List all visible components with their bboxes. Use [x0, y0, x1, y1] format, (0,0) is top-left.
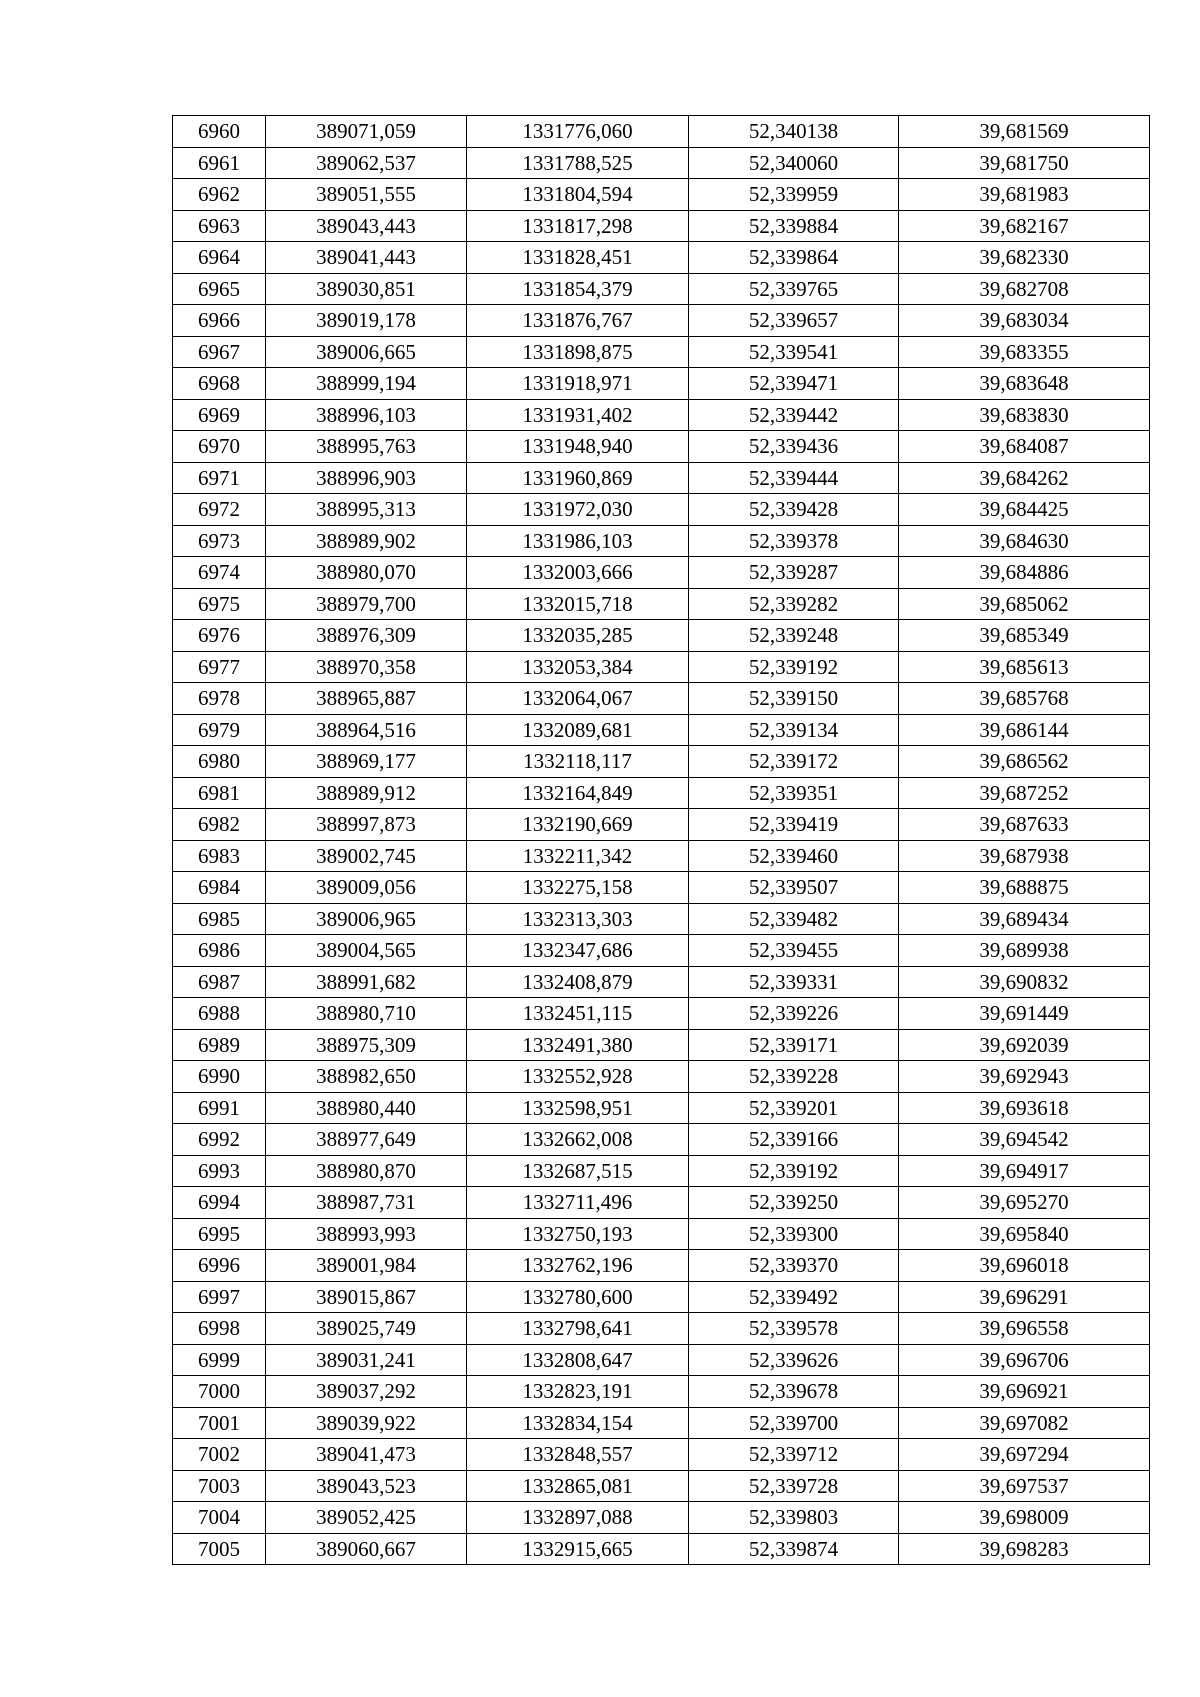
- longitude-cell: 39,683830: [899, 399, 1150, 431]
- x-coordinate-cell: 389002,745: [266, 840, 467, 872]
- y-coordinate-cell: 1331788,525: [467, 147, 689, 179]
- longitude-cell: 39,684425: [899, 494, 1150, 526]
- y-coordinate-cell: 1332164,849: [467, 777, 689, 809]
- point-number-cell: 6967: [173, 336, 266, 368]
- longitude-cell: 39,687252: [899, 777, 1150, 809]
- latitude-cell: 52,339436: [689, 431, 899, 463]
- x-coordinate-cell: 389030,851: [266, 273, 467, 305]
- longitude-cell: 39,698009: [899, 1502, 1150, 1534]
- longitude-cell: 39,684087: [899, 431, 1150, 463]
- latitude-cell: 52,339700: [689, 1407, 899, 1439]
- latitude-cell: 52,339228: [689, 1061, 899, 1093]
- latitude-cell: 52,339134: [689, 714, 899, 746]
- latitude-cell: 52,339282: [689, 588, 899, 620]
- longitude-cell: 39,694917: [899, 1155, 1150, 1187]
- latitude-cell: 52,339959: [689, 179, 899, 211]
- x-coordinate-cell: 388965,887: [266, 683, 467, 715]
- point-number-cell: 6987: [173, 966, 266, 998]
- table-row: [173, 462, 1150, 494]
- latitude-cell: 52,339172: [689, 746, 899, 778]
- latitude-cell: 52,339201: [689, 1092, 899, 1124]
- point-number-cell: 6983: [173, 840, 266, 872]
- x-coordinate-cell: 388969,177: [266, 746, 467, 778]
- latitude-cell: 52,339192: [689, 1155, 899, 1187]
- point-number-cell: 6993: [173, 1155, 266, 1187]
- longitude-cell: 39,687938: [899, 840, 1150, 872]
- longitude-cell: 39,684630: [899, 525, 1150, 557]
- latitude-cell: 52,339471: [689, 368, 899, 400]
- point-number-cell: 6981: [173, 777, 266, 809]
- y-coordinate-cell: 1332798,641: [467, 1313, 689, 1345]
- point-number-cell: 6986: [173, 935, 266, 967]
- point-number-cell: 6985: [173, 903, 266, 935]
- point-number-cell: 6984: [173, 872, 266, 904]
- point-number-cell: 6965: [173, 273, 266, 305]
- latitude-cell: 52,339351: [689, 777, 899, 809]
- coordinates-table-body: [173, 116, 1150, 1565]
- longitude-cell: 39,682708: [899, 273, 1150, 305]
- y-coordinate-cell: 1331804,594: [467, 179, 689, 211]
- table-row: [173, 242, 1150, 274]
- latitude-cell: 52,339248: [689, 620, 899, 652]
- y-coordinate-cell: 1332275,158: [467, 872, 689, 904]
- latitude-cell: 52,339492: [689, 1281, 899, 1313]
- point-number-cell: 6962: [173, 179, 266, 211]
- point-number-cell: 7004: [173, 1502, 266, 1534]
- y-coordinate-cell: 1332848,557: [467, 1439, 689, 1471]
- table-row: [173, 746, 1150, 778]
- point-number-cell: 6969: [173, 399, 266, 431]
- y-coordinate-cell: 1332408,879: [467, 966, 689, 998]
- longitude-cell: 39,697537: [899, 1470, 1150, 1502]
- y-coordinate-cell: 1332834,154: [467, 1407, 689, 1439]
- point-number-cell: 6999: [173, 1344, 266, 1376]
- table-row: [173, 116, 1150, 148]
- latitude-cell: 52,339626: [689, 1344, 899, 1376]
- table-row: [173, 1218, 1150, 1250]
- x-coordinate-cell: 388975,309: [266, 1029, 467, 1061]
- x-coordinate-cell: 389009,056: [266, 872, 467, 904]
- table-row: [173, 557, 1150, 589]
- longitude-cell: 39,693618: [899, 1092, 1150, 1124]
- y-coordinate-cell: 1332780,600: [467, 1281, 689, 1313]
- y-coordinate-cell: 1331828,451: [467, 242, 689, 274]
- latitude-cell: 52,339444: [689, 462, 899, 494]
- x-coordinate-cell: 388980,710: [266, 998, 467, 1030]
- longitude-cell: 39,698283: [899, 1533, 1150, 1565]
- longitude-cell: 39,689938: [899, 935, 1150, 967]
- y-coordinate-cell: 1331817,298: [467, 210, 689, 242]
- longitude-cell: 39,687633: [899, 809, 1150, 841]
- latitude-cell: 52,339712: [689, 1439, 899, 1471]
- latitude-cell: 52,339578: [689, 1313, 899, 1345]
- x-coordinate-cell: 388995,763: [266, 431, 467, 463]
- y-coordinate-cell: 1331960,869: [467, 462, 689, 494]
- table-row: [173, 368, 1150, 400]
- y-coordinate-cell: 1332762,196: [467, 1250, 689, 1282]
- longitude-cell: 39,692039: [899, 1029, 1150, 1061]
- point-number-cell: 6971: [173, 462, 266, 494]
- latitude-cell: 52,339657: [689, 305, 899, 337]
- point-number-cell: 6991: [173, 1092, 266, 1124]
- longitude-cell: 39,684262: [899, 462, 1150, 494]
- y-coordinate-cell: 1332089,681: [467, 714, 689, 746]
- y-coordinate-cell: 1332003,666: [467, 557, 689, 589]
- point-number-cell: 7002: [173, 1439, 266, 1471]
- longitude-cell: 39,690832: [899, 966, 1150, 998]
- y-coordinate-cell: 1331776,060: [467, 116, 689, 148]
- table-row: [173, 179, 1150, 211]
- latitude-cell: 52,339171: [689, 1029, 899, 1061]
- table-row: [173, 651, 1150, 683]
- x-coordinate-cell: 388987,731: [266, 1187, 467, 1219]
- longitude-cell: 39,685768: [899, 683, 1150, 715]
- latitude-cell: 52,339150: [689, 683, 899, 715]
- table-row: [173, 1439, 1150, 1471]
- y-coordinate-cell: 1332897,088: [467, 1502, 689, 1534]
- point-number-cell: 6995: [173, 1218, 266, 1250]
- longitude-cell: 39,681983: [899, 179, 1150, 211]
- longitude-cell: 39,696018: [899, 1250, 1150, 1282]
- y-coordinate-cell: 1332053,384: [467, 651, 689, 683]
- table-row: [173, 903, 1150, 935]
- latitude-cell: 52,339331: [689, 966, 899, 998]
- longitude-cell: 39,695270: [899, 1187, 1150, 1219]
- table-row: [173, 1250, 1150, 1282]
- y-coordinate-cell: 1331876,767: [467, 305, 689, 337]
- table-row: [173, 1376, 1150, 1408]
- point-number-cell: 6978: [173, 683, 266, 715]
- y-coordinate-cell: 1332687,515: [467, 1155, 689, 1187]
- point-number-cell: 6976: [173, 620, 266, 652]
- y-coordinate-cell: 1331854,379: [467, 273, 689, 305]
- coordinates-table: [172, 115, 1150, 1565]
- x-coordinate-cell: 388970,358: [266, 651, 467, 683]
- y-coordinate-cell: 1332552,928: [467, 1061, 689, 1093]
- x-coordinate-cell: 389006,665: [266, 336, 467, 368]
- longitude-cell: 39,695840: [899, 1218, 1150, 1250]
- table-row: [173, 1502, 1150, 1534]
- table-row: [173, 273, 1150, 305]
- point-number-cell: 6974: [173, 557, 266, 589]
- table-row: [173, 966, 1150, 998]
- point-number-cell: 6966: [173, 305, 266, 337]
- y-coordinate-cell: 1332211,342: [467, 840, 689, 872]
- latitude-cell: 52,339864: [689, 242, 899, 274]
- point-number-cell: 6980: [173, 746, 266, 778]
- x-coordinate-cell: 389062,537: [266, 147, 467, 179]
- point-number-cell: 6992: [173, 1124, 266, 1156]
- longitude-cell: 39,681750: [899, 147, 1150, 179]
- point-number-cell: 6998: [173, 1313, 266, 1345]
- longitude-cell: 39,692943: [899, 1061, 1150, 1093]
- point-number-cell: 6997: [173, 1281, 266, 1313]
- x-coordinate-cell: 388989,902: [266, 525, 467, 557]
- y-coordinate-cell: 1331972,030: [467, 494, 689, 526]
- x-coordinate-cell: 388979,700: [266, 588, 467, 620]
- y-coordinate-cell: 1332313,303: [467, 903, 689, 935]
- table-row: [173, 1061, 1150, 1093]
- longitude-cell: 39,686144: [899, 714, 1150, 746]
- point-number-cell: 6994: [173, 1187, 266, 1219]
- table-row: [173, 1533, 1150, 1565]
- longitude-cell: 39,685349: [899, 620, 1150, 652]
- y-coordinate-cell: 1331918,971: [467, 368, 689, 400]
- x-coordinate-cell: 388976,309: [266, 620, 467, 652]
- y-coordinate-cell: 1331931,402: [467, 399, 689, 431]
- latitude-cell: 52,339378: [689, 525, 899, 557]
- y-coordinate-cell: 1332347,686: [467, 935, 689, 967]
- longitude-cell: 39,685613: [899, 651, 1150, 683]
- latitude-cell: 52,339419: [689, 809, 899, 841]
- latitude-cell: 52,339482: [689, 903, 899, 935]
- longitude-cell: 39,682167: [899, 210, 1150, 242]
- point-number-cell: 6964: [173, 242, 266, 274]
- x-coordinate-cell: 389043,523: [266, 1470, 467, 1502]
- table-row: [173, 1344, 1150, 1376]
- table-row: [173, 1155, 1150, 1187]
- point-number-cell: 7001: [173, 1407, 266, 1439]
- point-number-cell: 6963: [173, 210, 266, 242]
- y-coordinate-cell: 1331898,875: [467, 336, 689, 368]
- point-number-cell: 6982: [173, 809, 266, 841]
- point-number-cell: 6988: [173, 998, 266, 1030]
- table-row: [173, 1313, 1150, 1345]
- x-coordinate-cell: 388980,070: [266, 557, 467, 589]
- table-row: [173, 210, 1150, 242]
- y-coordinate-cell: 1332711,496: [467, 1187, 689, 1219]
- x-coordinate-cell: 389060,667: [266, 1533, 467, 1565]
- longitude-cell: 39,694542: [899, 1124, 1150, 1156]
- latitude-cell: 52,339287: [689, 557, 899, 589]
- table-row: [173, 683, 1150, 715]
- y-coordinate-cell: 1331986,103: [467, 525, 689, 557]
- latitude-cell: 52,339442: [689, 399, 899, 431]
- longitude-cell: 39,697082: [899, 1407, 1150, 1439]
- x-coordinate-cell: 388964,516: [266, 714, 467, 746]
- y-coordinate-cell: 1332865,081: [467, 1470, 689, 1502]
- x-coordinate-cell: 389043,443: [266, 210, 467, 242]
- table-row: [173, 305, 1150, 337]
- x-coordinate-cell: 389037,292: [266, 1376, 467, 1408]
- table-row: [173, 399, 1150, 431]
- table-row: [173, 872, 1150, 904]
- x-coordinate-cell: 389051,555: [266, 179, 467, 211]
- x-coordinate-cell: 389041,443: [266, 242, 467, 274]
- x-coordinate-cell: 389041,473: [266, 1439, 467, 1471]
- x-coordinate-cell: 388991,682: [266, 966, 467, 998]
- y-coordinate-cell: 1332598,951: [467, 1092, 689, 1124]
- latitude-cell: 52,339226: [689, 998, 899, 1030]
- x-coordinate-cell: 389015,867: [266, 1281, 467, 1313]
- x-coordinate-cell: 389004,565: [266, 935, 467, 967]
- latitude-cell: 52,339455: [689, 935, 899, 967]
- longitude-cell: 39,696921: [899, 1376, 1150, 1408]
- point-number-cell: 6972: [173, 494, 266, 526]
- x-coordinate-cell: 388980,870: [266, 1155, 467, 1187]
- longitude-cell: 39,696291: [899, 1281, 1150, 1313]
- table-row: [173, 1124, 1150, 1156]
- x-coordinate-cell: 388980,440: [266, 1092, 467, 1124]
- longitude-cell: 39,683034: [899, 305, 1150, 337]
- point-number-cell: 7003: [173, 1470, 266, 1502]
- x-coordinate-cell: 388996,103: [266, 399, 467, 431]
- table-row: [173, 1187, 1150, 1219]
- point-number-cell: 6989: [173, 1029, 266, 1061]
- latitude-cell: 52,339541: [689, 336, 899, 368]
- y-coordinate-cell: 1332808,647: [467, 1344, 689, 1376]
- y-coordinate-cell: 1332451,115: [467, 998, 689, 1030]
- latitude-cell: 52,339250: [689, 1187, 899, 1219]
- table-row: [173, 1470, 1150, 1502]
- longitude-cell: 39,688875: [899, 872, 1150, 904]
- x-coordinate-cell: 389052,425: [266, 1502, 467, 1534]
- table-row: [173, 935, 1150, 967]
- x-coordinate-cell: 388982,650: [266, 1061, 467, 1093]
- table-row: [173, 494, 1150, 526]
- point-number-cell: 6960: [173, 116, 266, 148]
- table-row: [173, 714, 1150, 746]
- x-coordinate-cell: 389019,178: [266, 305, 467, 337]
- longitude-cell: 39,681569: [899, 116, 1150, 148]
- x-coordinate-cell: 388989,912: [266, 777, 467, 809]
- table-row: [173, 588, 1150, 620]
- table-row: [173, 777, 1150, 809]
- longitude-cell: 39,697294: [899, 1439, 1150, 1471]
- y-coordinate-cell: 1332015,718: [467, 588, 689, 620]
- x-coordinate-cell: 389071,059: [266, 116, 467, 148]
- x-coordinate-cell: 388995,313: [266, 494, 467, 526]
- latitude-cell: 52,339460: [689, 840, 899, 872]
- point-number-cell: 6961: [173, 147, 266, 179]
- table-row: [173, 620, 1150, 652]
- y-coordinate-cell: 1332823,191: [467, 1376, 689, 1408]
- x-coordinate-cell: 388977,649: [266, 1124, 467, 1156]
- latitude-cell: 52,340138: [689, 116, 899, 148]
- x-coordinate-cell: 389025,749: [266, 1313, 467, 1345]
- latitude-cell: 52,339300: [689, 1218, 899, 1250]
- latitude-cell: 52,339166: [689, 1124, 899, 1156]
- longitude-cell: 39,686562: [899, 746, 1150, 778]
- longitude-cell: 39,696706: [899, 1344, 1150, 1376]
- y-coordinate-cell: 1332491,380: [467, 1029, 689, 1061]
- latitude-cell: 52,339803: [689, 1502, 899, 1534]
- latitude-cell: 52,339678: [689, 1376, 899, 1408]
- longitude-cell: 39,685062: [899, 588, 1150, 620]
- table-row: [173, 1029, 1150, 1061]
- table-row: [173, 809, 1150, 841]
- point-number-cell: 6968: [173, 368, 266, 400]
- longitude-cell: 39,682330: [899, 242, 1150, 274]
- point-number-cell: 6996: [173, 1250, 266, 1282]
- longitude-cell: 39,683355: [899, 336, 1150, 368]
- point-number-cell: 6970: [173, 431, 266, 463]
- x-coordinate-cell: 389001,984: [266, 1250, 467, 1282]
- x-coordinate-cell: 388996,903: [266, 462, 467, 494]
- y-coordinate-cell: 1332662,008: [467, 1124, 689, 1156]
- y-coordinate-cell: 1332064,067: [467, 683, 689, 715]
- point-number-cell: 7000: [173, 1376, 266, 1408]
- longitude-cell: 39,689434: [899, 903, 1150, 935]
- point-number-cell: 6990: [173, 1061, 266, 1093]
- point-number-cell: 6979: [173, 714, 266, 746]
- table-row: [173, 1407, 1150, 1439]
- latitude-cell: 52,339765: [689, 273, 899, 305]
- y-coordinate-cell: 1332035,285: [467, 620, 689, 652]
- x-coordinate-cell: 388993,993: [266, 1218, 467, 1250]
- table-row: [173, 840, 1150, 872]
- latitude-cell: 52,339192: [689, 651, 899, 683]
- table-row: [173, 525, 1150, 557]
- x-coordinate-cell: 389039,922: [266, 1407, 467, 1439]
- latitude-cell: 52,339874: [689, 1533, 899, 1565]
- latitude-cell: 52,339728: [689, 1470, 899, 1502]
- point-number-cell: 7005: [173, 1533, 266, 1565]
- latitude-cell: 52,339428: [689, 494, 899, 526]
- table-row: [173, 147, 1150, 179]
- longitude-cell: 39,683648: [899, 368, 1150, 400]
- x-coordinate-cell: 388997,873: [266, 809, 467, 841]
- y-coordinate-cell: 1332915,665: [467, 1533, 689, 1565]
- table-row: [173, 431, 1150, 463]
- table-row: [173, 1092, 1150, 1124]
- point-number-cell: 6977: [173, 651, 266, 683]
- latitude-cell: 52,339507: [689, 872, 899, 904]
- table-row: [173, 336, 1150, 368]
- longitude-cell: 39,684886: [899, 557, 1150, 589]
- latitude-cell: 52,339884: [689, 210, 899, 242]
- longitude-cell: 39,696558: [899, 1313, 1150, 1345]
- table-row: [173, 998, 1150, 1030]
- table-row: [173, 1281, 1150, 1313]
- point-number-cell: 6973: [173, 525, 266, 557]
- y-coordinate-cell: 1332118,117: [467, 746, 689, 778]
- y-coordinate-cell: 1331948,940: [467, 431, 689, 463]
- x-coordinate-cell: 389006,965: [266, 903, 467, 935]
- y-coordinate-cell: 1332190,669: [467, 809, 689, 841]
- y-coordinate-cell: 1332750,193: [467, 1218, 689, 1250]
- latitude-cell: 52,339370: [689, 1250, 899, 1282]
- latitude-cell: 52,340060: [689, 147, 899, 179]
- x-coordinate-cell: 388999,194: [266, 368, 467, 400]
- x-coordinate-cell: 389031,241: [266, 1344, 467, 1376]
- longitude-cell: 39,691449: [899, 998, 1150, 1030]
- point-number-cell: 6975: [173, 588, 266, 620]
